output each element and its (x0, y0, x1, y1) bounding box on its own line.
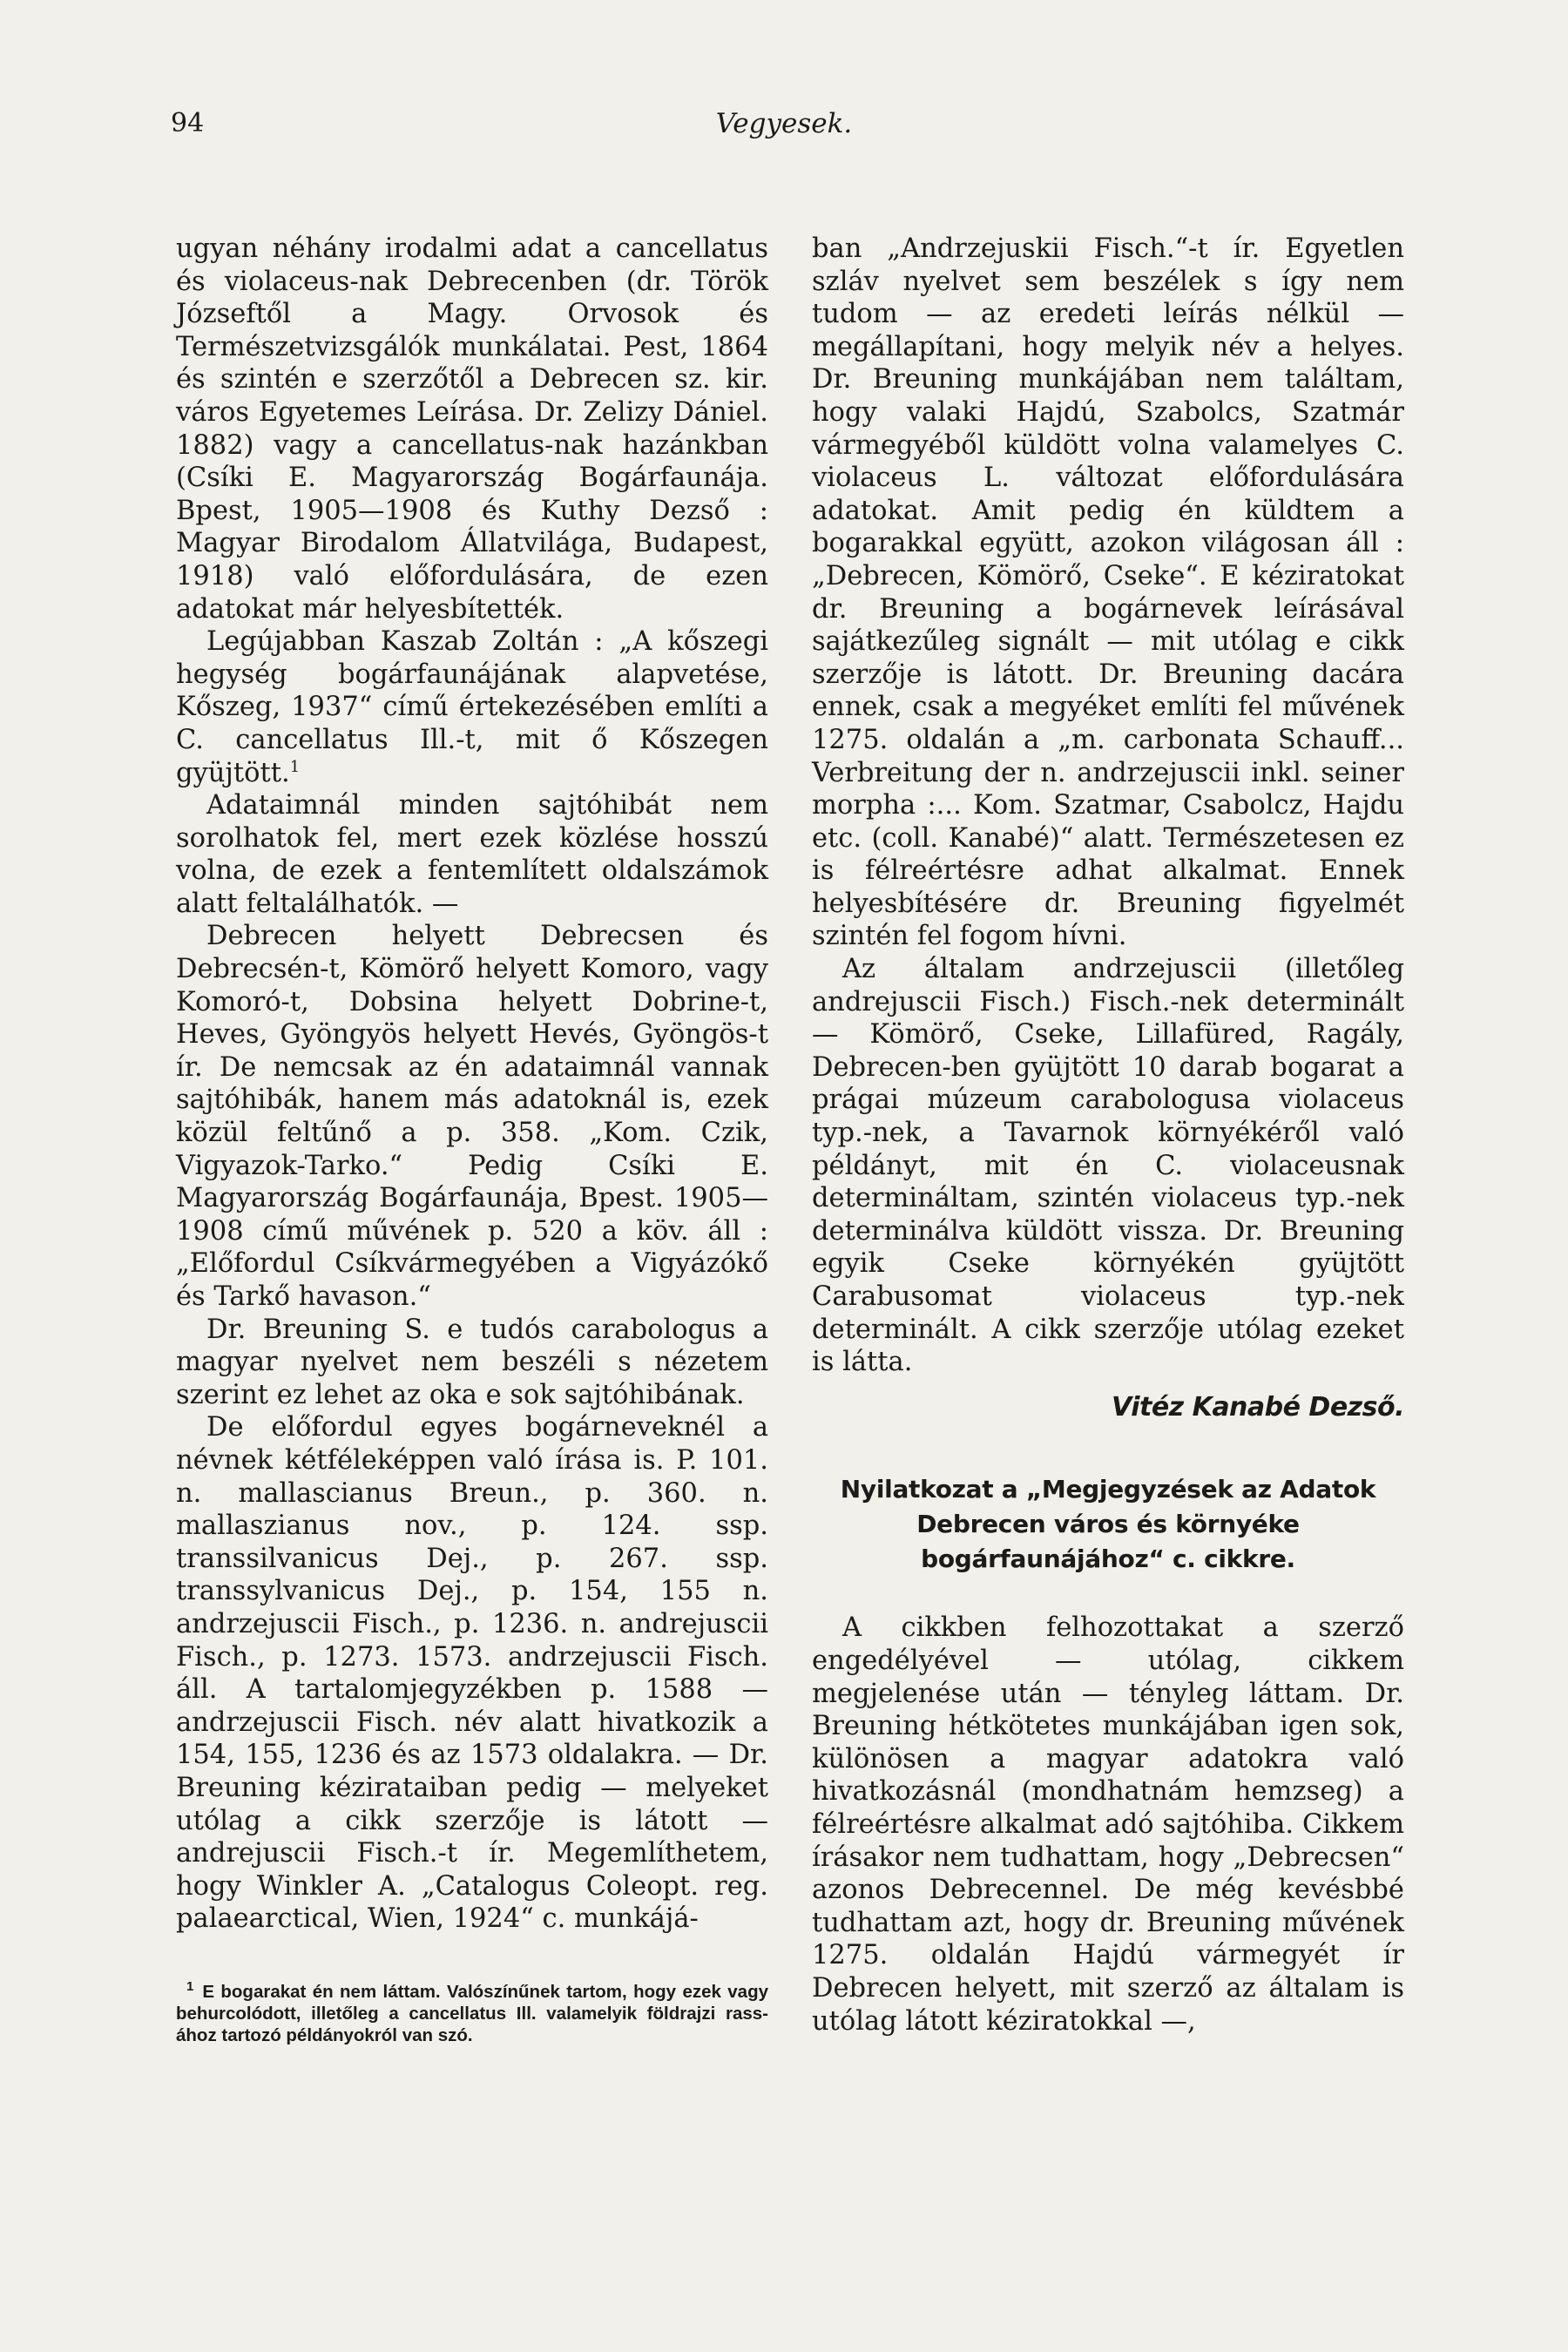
footnote-reference: 1 (289, 757, 301, 776)
left-column (176, 233, 768, 2046)
right-column (812, 233, 1404, 2038)
left-paragraph-2-text: Legújabban Kaszab Zoltán : „A kőszegi hegység bogárfaunájának alapvetése, Kőszeg, 1937“ című értekezésében említi a C. cancellatus Ill.-t, mit ő Kőszegen gyüjtött. (176, 626, 768, 788)
section-heading: Nyilatkozat a „Megjegyzések az Adatok Debrecen város és környéke bogárfaunájához“ c. cikkre. (840, 1475, 1376, 1574)
right-paragraph-1: ban „Andrzejuskii Fisch.“-t ír. Egyetlen szláv nyelvet sem beszélek s így nem tudom — az eredeti leírás nélkül — megállapítani, hogy melyik név a helyes. Dr. Breuning munkájában nem találtam, hogy valaki Hajdú, Szabolcs, Szatmár vármegyéből küldött volna valamelyes C. violaceus L. változat előfordulására adatokat. Amit pedig én küldtem a bogarakkal együtt, azokon világosan áll : „Debrecen, Kömörő, Cseke“. E kéziratokat dr. Breuning a bogárnevek leírásával sajátkezűleg signált — mit utólag e cikk szerzője is látott. Dr. Breuning dacára ennek, csak a megyéket említi fel művének 1275. oldalán a „m. carbonata Schauff... Verbreitung der n. andrzejuscii inkl. seiner morpha :... Kom. Szatmar, Csabolcz, Hajdu etc. (coll. Kanabé)“ alatt. Természetesen ez is félreértésre adhat alkalmat. Ennek helyesbítésére dr. Breuning figyelmét szintén fel fogom hívni. (812, 233, 1404, 952)
left-paragraph-5: Dr. Breuning S. e tudós carabologus a magyar nyelvet nem beszéli s nézetem szerint ez lehet az oka e sok sajtóhibának. (176, 1314, 768, 1410)
right-paragraph-2: Az általam andrzejuscii (illetőleg andrejuscii Fisch.) Fisch.-nek determinált — Kömörő, Cseke, Lillafüred, Ragály, Debrecen-ben gyüjtött 10 darab bogarat a prágai múzeum carabologusa violaceus typ.-nek, a Tavarnok környékéről való példányt, mit én C. violaceusnak determináltam, szintén violaceus typ.-nek determinálva küldött vissza. Dr. Breuning egyik Cseke környékén gyüjtött Carabusomat violaceus typ.-nek determinált. A cikk szerzője utólag ezeket is látta. (812, 954, 1404, 1378)
running-head: Vegyesek. (715, 108, 853, 139)
left-paragraph-4: Debrecen helyett Debrecsen és Debrecsén-t, Kömörő helyett Komoro, vagy Komoró-t, Dobsina helyett Dobrine-t, Heves, Gyöngyös helyett Hevés, Gyöngös-t ír. De nemcsak az én adataimnál vannak sajtóhibák, hanem más adatoknál is, ezek közül feltűnő a p. 358. „Kom. Czik, Vigyazok-Tarko.“ Pedig Csíki E. Magyarország Bogárfaunája, Bpest. 1905—1908 című művének p. 520 a köv. áll : „Előfordul Csíkvármegyében a Vigyázókő és Tarkő havason.“ (176, 921, 768, 1312)
footnote (176, 1976, 768, 2046)
left-paragraph-6: De előfordul egyes bogárneveknél a névnek kétféleképpen való írása is. P. 101. n. mallascianus Breun., p. 360. n. mallaszianus nov., p. 124. ssp. transsilvanicus Dej., p. 267. ssp. transsylvanicus Dej., p. 154, 155 n. andrzejuscii Fisch., p. 1236. n. andrejuscii Fisch., p. 1273. 1573. andrzejuscii Fisch. áll. A tartalomjegyzékben p. 1588 — andrzejuscii Fisch. név alatt hivatkozik a 154, 155, 1236 és az 1573 oldalakra. — Dr. Breuning kézirataiban pedig — melyeket utólag a cikk szerzője is látott — andrejuscii Fisch.-t ír. Megemlíthetem, hogy Winkler A. „Catalogus Coleopt. reg. palaearctical, Wien, 1924“ c. munkájá- (176, 1412, 768, 1935)
left-paragraph-3: Adataimnál minden sajtóhibát nem sorolhatok fel, mert ezek közlése hosszú volna, de ezek a fentemlített oldalszámok alatt feltalálhatók. — (176, 790, 768, 919)
author-signature: Vitéz Kanabé Dezső. (1112, 1391, 1404, 1423)
footnote-marker: 1 (186, 1978, 194, 1994)
left-paragraph-2 (176, 625, 768, 789)
right-paragraph-3: A cikkben felhozottakat a szerző engedélyével — utólag, cikkem megjelenése után — tényleg láttam. Dr. Breuning hétkötetes munkájában igen sok, különösen a magyar adatokra való hivatkozásnál (mondhatnám hemzseg) a félreértésre alkalmat adó sajtóhiba. Cikkem írásakor nem tudhattam, hogy „Debrecsen“ azonos Debrecennel. De még kevésbbé tudhattam azt, hogy dr. Breuning művének 1275. oldalán Hajdú vármegyét ír Debrecen helyett, mit szerző az általam is utólag látott kéziratokkal —, (812, 1612, 1404, 2037)
page-number: 94 (171, 108, 205, 139)
footnote-text: E bogarakat én nem láttam. Valószínűnek tartom, hogy ezek vagy behurcolódott, illetőleg a cancellatus Ill. valamelyik földrajzi rass-ához tartozó példányokról van szó. (176, 1981, 768, 2045)
left-paragraph-1: ugyan néhány irodalmi adat a cancellatus és violaceus-nak Debrecenben (dr. Török Józseftől a Magy. Orvosok és Természetvizsgálók munkálatai. Pest, 1864 és szintén e szerzőtől a Debrecen sz. kir. város Egyetemes Leírása. Dr. Zelizy Dániel. 1882) vagy a cancellatus-nak hazánkban (Csíki E. Magyarország Bogárfaunája. Bpest, 1905—1908 és Kuthy Dezső : Magyar Birodalom Állatvilága, Budapest, 1918) való előfordulására, de ezen adatokat már helyesbítették. (176, 233, 768, 625)
